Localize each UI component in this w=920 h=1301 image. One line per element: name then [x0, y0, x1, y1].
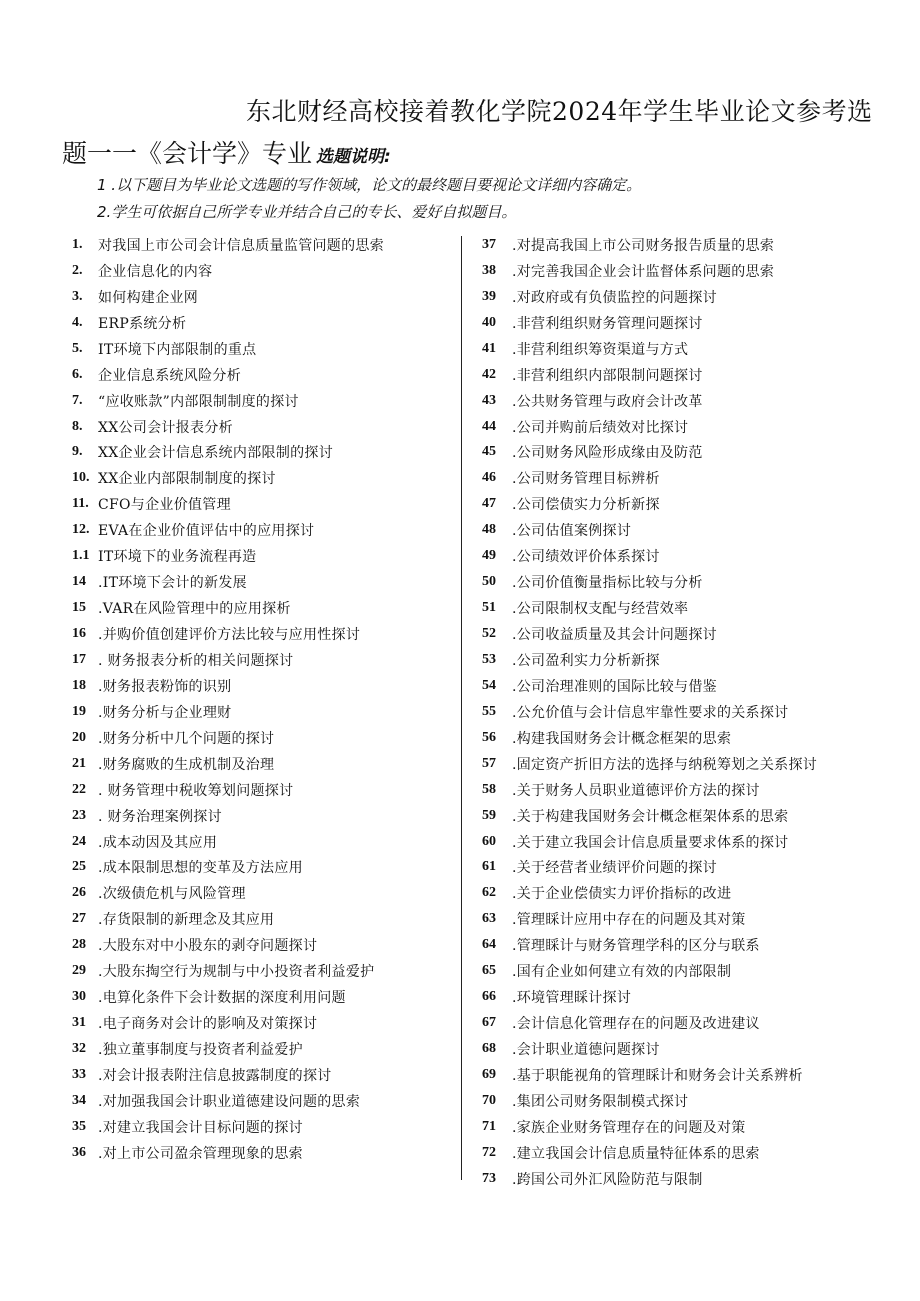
topic-number: 12. [72, 522, 90, 538]
topic-text: .对完善我国企业会计监督体系问题的思索 [512, 263, 775, 280]
topic-number: 42 [482, 366, 496, 382]
topic-text: .公司财务管理目标辨析 [512, 471, 660, 488]
topic-number: 59 [482, 807, 496, 823]
topic-item [482, 336, 902, 362]
topic-item [482, 1140, 902, 1166]
topic-item [72, 699, 452, 725]
topic-text: .电子商务对会计的影响及对策探讨 [98, 1016, 318, 1033]
topic-number: 25 [72, 859, 86, 875]
topic-item [482, 414, 902, 440]
topic-number: 50 [482, 574, 496, 590]
topic-text: .家族企业财务管理存在的问题及对策 [512, 1119, 746, 1136]
topic-text: .公共财务管理与政府会计改革 [512, 393, 703, 410]
topic-item [482, 491, 902, 517]
topic-number: 19 [72, 703, 86, 719]
topic-list-right [482, 232, 902, 1192]
topic-item [72, 906, 452, 932]
topic-number: 33 [72, 1066, 86, 1082]
topic-number: 54 [482, 677, 496, 693]
topic-list-left [72, 232, 452, 1166]
topic-number: 14 [72, 574, 86, 590]
topic-text: XX公司会计报表分析 [98, 419, 233, 436]
topic-number: 34 [72, 1092, 86, 1108]
topic-text: .公司绩效评价体系探讨 [512, 549, 660, 566]
topic-number: 46 [482, 470, 496, 486]
topic-text: “应收账款”内部限制制度的探讨 [98, 393, 299, 410]
topic-item [72, 932, 452, 958]
topic-item [482, 465, 902, 491]
topic-item [72, 751, 452, 777]
topic-text: .环境管理睬计探讨 [512, 990, 632, 1007]
topic-item [72, 725, 452, 751]
topic-text: .会计职业道德问题探讨 [512, 1042, 660, 1059]
topic-number: 20 [72, 729, 86, 745]
topic-number: 60 [482, 833, 496, 849]
topic-number: 6. [72, 366, 83, 382]
topic-number: 68 [482, 1041, 496, 1057]
topic-number: 38 [482, 262, 496, 278]
topic-text: .构建我国财务会计概念框架的思索 [512, 730, 732, 747]
instruction-note-1: 1 .以下题目为毕业论文选题的写作领域，论文的最终题目要视论文详细内容确定。 [97, 176, 642, 194]
topic-item [72, 543, 452, 569]
topic-item [482, 1114, 902, 1140]
topic-item [72, 880, 452, 906]
topic-number: 16 [72, 626, 86, 642]
topic-item [72, 336, 452, 362]
topic-item [72, 777, 452, 803]
topic-number: 11. [72, 496, 89, 512]
instruction-note-2: 2.学生可依据自己所学专业并结合自己的专长、爱好自拟题目。 [97, 203, 517, 221]
topic-text: 对我国上市公司会计信息质量监管问题的思索 [98, 237, 384, 254]
topic-text: .关于构建我国财务会计概念框架体系的思索 [512, 808, 789, 825]
topic-item [72, 803, 452, 829]
topic-item [482, 258, 902, 284]
document-title-line2 [62, 134, 391, 170]
topic-number: 66 [482, 989, 496, 1005]
topic-item [482, 1062, 902, 1088]
topic-text: XX企业会计信息系统内部限制的探讨 [98, 445, 334, 462]
topic-number: 7. [72, 392, 83, 408]
topic-number: 9. [72, 444, 83, 460]
topic-number: 56 [482, 729, 496, 745]
topic-text: .电算化条件下会计数据的深度利用问题 [98, 990, 346, 1007]
topic-text: .公司限制权支配与经营效率 [512, 601, 689, 618]
topic-number: 1.1 [72, 548, 90, 564]
topic-item [482, 699, 902, 725]
topic-item [482, 647, 902, 673]
topic-text: . 财务报表分析的相关问题探讨 [98, 652, 294, 669]
topic-number: 44 [482, 418, 496, 434]
topic-text: .非营利组织内部限制问题探讨 [512, 367, 703, 384]
topic-text: XX企业内部限制制度的探讨 [98, 471, 276, 488]
topic-text: IT环境下的业务流程再造 [98, 549, 257, 566]
topic-text: EVA在企业价值评估中的应用探讨 [98, 523, 315, 540]
topic-item [482, 906, 902, 932]
topic-text: .公司偿债实力分析新探 [512, 497, 660, 514]
topic-number: 67 [482, 1015, 496, 1031]
topic-number: 36 [72, 1144, 86, 1160]
topic-item [72, 517, 452, 543]
topic-text: .大股东对中小股东的剥夺问题探讨 [98, 938, 318, 955]
title-line2-main: 题一一《会计学》专业 [62, 139, 313, 168]
topic-number: 5. [72, 340, 83, 356]
topic-text: .财务报表粉饰的识别 [98, 678, 232, 695]
topic-text: .对加强我国会计职业道德建设问题的思索 [98, 1093, 361, 1110]
topic-item [72, 362, 452, 388]
topic-text: 企业信息化的内容 [98, 263, 213, 280]
topic-item [482, 388, 902, 414]
topic-text: .基于职能视角的管理睬计和财务会计关系辨析 [512, 1067, 803, 1084]
topic-item [482, 984, 902, 1010]
topic-number: 28 [72, 937, 86, 953]
topic-text: ERP系统分析 [98, 315, 187, 332]
topic-text: .IT环境下会计的新发展 [98, 575, 247, 592]
topic-text: .关于财务人员职业道德评价方法的探讨 [512, 782, 760, 799]
topic-text: .关于经营者业绩评价问题的探讨 [512, 860, 717, 877]
topic-item [72, 621, 452, 647]
topic-number: 62 [482, 885, 496, 901]
topic-text: .会计信息化管理存在的问题及改进建议 [512, 1016, 760, 1033]
topic-number: 69 [482, 1066, 496, 1082]
topic-number: 51 [482, 600, 496, 616]
topic-number: 39 [482, 288, 496, 304]
topic-number: 73 [482, 1170, 496, 1186]
topic-number: 21 [72, 755, 86, 771]
topic-item [72, 284, 452, 310]
topic-number: 8. [72, 418, 83, 434]
topic-text: .跨国公司外汇风险防范与限制 [512, 1171, 703, 1188]
topic-item [72, 258, 452, 284]
topic-number: 63 [482, 911, 496, 927]
topic-text: .公司财务风险形成缘由及防范 [512, 445, 703, 462]
topic-item [482, 932, 902, 958]
topic-text: .财务分析中几个问题的探讨 [98, 730, 275, 747]
topic-text: . 财务管理中税收筹划问题探讨 [98, 782, 294, 799]
topic-number: 70 [482, 1092, 496, 1108]
topic-item [72, 1036, 452, 1062]
topic-item [72, 491, 452, 517]
topic-text: .管理睬计应用中存在的问题及其对策 [512, 912, 746, 929]
topic-number: 24 [72, 833, 86, 849]
topic-item [482, 362, 902, 388]
topic-text: .集团公司财务限制模式探讨 [512, 1093, 689, 1110]
topic-text: .VAR在风险管理中的应用探析 [98, 601, 291, 618]
topic-item [482, 284, 902, 310]
topic-item [482, 673, 902, 699]
topic-text: CFO与企业价值管理 [98, 497, 231, 514]
topic-number: 58 [482, 781, 496, 797]
column-divider [461, 236, 462, 1180]
topic-item [72, 310, 452, 336]
topic-item [482, 725, 902, 751]
topic-text: 如何构建企业网 [98, 289, 199, 306]
topic-text: .公司治理准则的国际比较与借鉴 [512, 678, 717, 695]
topic-number: 61 [482, 859, 496, 875]
topic-text: .固定资产折旧方法的选择与纳税筹划之关系探讨 [512, 756, 818, 773]
topic-number: 30 [72, 989, 86, 1005]
topic-item [482, 829, 902, 855]
topic-item [482, 1166, 902, 1192]
topic-item [482, 803, 902, 829]
topic-item [72, 1062, 452, 1088]
topic-text: .成本动因及其应用 [98, 834, 218, 851]
topic-item [482, 958, 902, 984]
topic-item [72, 1010, 452, 1036]
topic-item [482, 310, 902, 336]
topic-item [482, 777, 902, 803]
topic-text: .存货限制的新理念及其应用 [98, 912, 275, 929]
topic-item [72, 232, 452, 258]
topic-number: 26 [72, 885, 86, 901]
topic-item [482, 440, 902, 466]
topic-number: 1. [72, 236, 83, 252]
topic-number: 2. [72, 262, 83, 278]
topic-text: .独立董事制度与投资者利益爱护 [98, 1042, 303, 1059]
topic-text: 企业信息系统风险分析 [98, 367, 241, 384]
topic-number: 48 [482, 522, 496, 538]
topic-item [72, 569, 452, 595]
topic-item [72, 414, 452, 440]
topic-text: . 财务治理案例探讨 [98, 808, 222, 825]
topic-number: 57 [482, 755, 496, 771]
topic-text: .非营利组织财务管理问题探讨 [512, 315, 703, 332]
topic-item [72, 984, 452, 1010]
topic-number: 4. [72, 314, 83, 330]
topic-number: 15 [72, 600, 86, 616]
title-line2-suffix: 选题说明: [316, 147, 391, 167]
topic-number: 45 [482, 444, 496, 460]
topic-number: 17 [72, 651, 86, 667]
topic-number: 22 [72, 781, 86, 797]
topic-number: 53 [482, 651, 496, 667]
topic-number: 43 [482, 392, 496, 408]
topic-text: .对会计报表附注信息披露制度的探讨 [98, 1067, 332, 1084]
topic-text: IT环境下内部限制的重点 [98, 341, 257, 358]
topic-number: 40 [482, 314, 496, 330]
topic-item [72, 595, 452, 621]
topic-item [72, 1140, 452, 1166]
topic-number: 10. [72, 470, 90, 486]
topic-number: 23 [72, 807, 86, 823]
topic-item [72, 1114, 452, 1140]
topic-item [482, 751, 902, 777]
topic-text: .财务分析与企业理财 [98, 704, 232, 721]
topic-item [72, 465, 452, 491]
topic-text: .并购价值创建评价方法比较与应用性探讨 [98, 627, 361, 644]
topic-item [482, 1036, 902, 1062]
topic-number: 72 [482, 1144, 496, 1160]
topic-number: 55 [482, 703, 496, 719]
topic-text: .财务腐败的生成机制及治理 [98, 756, 275, 773]
topic-item [72, 855, 452, 881]
topic-text: .公司并购前后绩效对比探讨 [512, 419, 689, 436]
topic-text: .公司价值衡量指标比较与分析 [512, 575, 703, 592]
topic-text: .次级债危机与风险管理 [98, 886, 246, 903]
topic-item [72, 1088, 452, 1114]
topic-text: .建立我国会计信息质量特征体系的思索 [512, 1145, 760, 1162]
topic-item [482, 517, 902, 543]
topic-text: .成本限制思想的变革及方法应用 [98, 860, 303, 877]
topic-number: 18 [72, 677, 86, 693]
topic-number: 32 [72, 1041, 86, 1057]
topic-number: 52 [482, 626, 496, 642]
topic-number: 3. [72, 288, 83, 304]
topic-item [482, 621, 902, 647]
document-title-line1: 东北财经高校接着教化学院2024年学生毕业论文参考选 [246, 97, 873, 126]
topic-item [482, 543, 902, 569]
topic-item [72, 673, 452, 699]
topic-item [482, 232, 902, 258]
topic-text: .对建立我国会计目标问题的探讨 [98, 1119, 303, 1136]
topic-text: .公司盈利实力分析新探 [512, 652, 660, 669]
topic-text: .关于建立我国会计信息质量要求体系的探讨 [512, 834, 789, 851]
topic-item [482, 595, 902, 621]
topic-number: 47 [482, 496, 496, 512]
topic-text: .对政府或有负债监控的问题探讨 [512, 289, 717, 306]
topic-text: .公司估值案例探讨 [512, 523, 632, 540]
topic-text: .对提高我国上市公司财务报告质量的思索 [512, 237, 775, 254]
topic-item [72, 829, 452, 855]
topic-text: .关于企业偿债实力评价指标的改进 [512, 886, 732, 903]
topic-number: 37 [482, 236, 496, 252]
topic-number: 27 [72, 911, 86, 927]
topic-item [72, 388, 452, 414]
topic-text: .公允价值与会计信息牢靠性要求的关系探讨 [512, 704, 789, 721]
topic-item [482, 1010, 902, 1036]
topic-number: 31 [72, 1015, 86, 1031]
topic-text: .对上市公司盈余管理现象的思索 [98, 1145, 303, 1162]
topic-text: .公司收益质量及其会计问题探讨 [512, 627, 717, 644]
topic-item [72, 647, 452, 673]
topic-item [72, 958, 452, 984]
topic-item [482, 1088, 902, 1114]
topic-text: .大股东掏空行为规制与中小投资者利益爱护 [98, 964, 375, 981]
topic-item [482, 880, 902, 906]
topic-number: 65 [482, 963, 496, 979]
topic-number: 49 [482, 548, 496, 564]
topic-number: 64 [482, 937, 496, 953]
topic-number: 29 [72, 963, 86, 979]
topic-item [482, 855, 902, 881]
topic-number: 41 [482, 340, 496, 356]
topic-item [482, 569, 902, 595]
topic-text: .非营利组织筹资渠道与方式 [512, 341, 689, 358]
topic-number: 35 [72, 1118, 86, 1134]
topic-number: 71 [482, 1118, 496, 1134]
topic-text: .国有企业如何建立有效的内部限制 [512, 964, 732, 981]
topic-item [72, 440, 452, 466]
topic-text: .管理睬计与财务管理学科的区分与联系 [512, 938, 760, 955]
